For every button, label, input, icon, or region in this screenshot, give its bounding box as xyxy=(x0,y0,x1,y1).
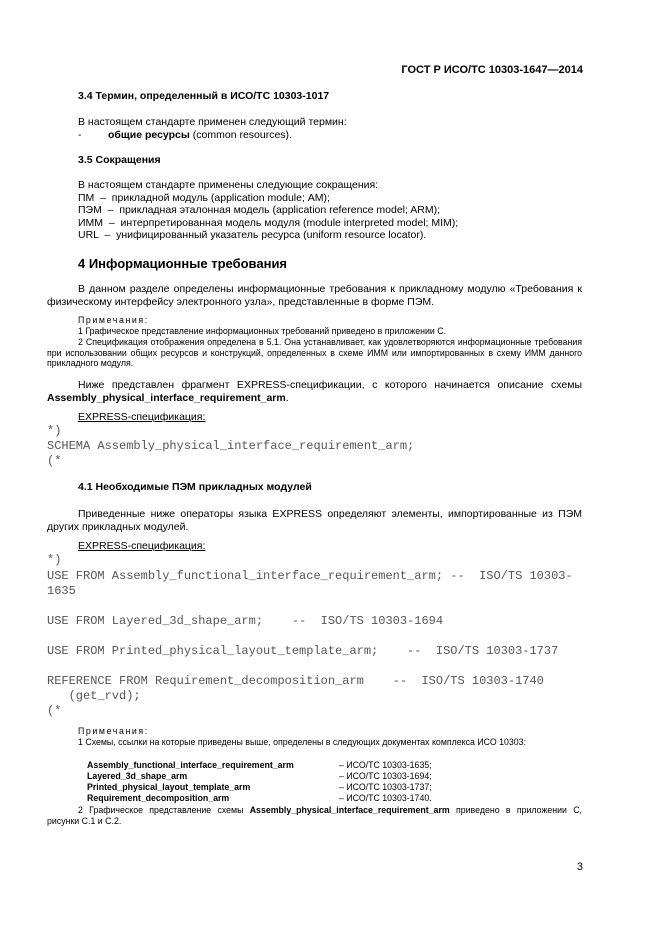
code-line: 1635 xyxy=(47,584,76,598)
ref-document: – ИСО/ТС 10303-1737; xyxy=(339,782,432,792)
express-label: EXPRESS-спецификация: xyxy=(78,411,206,423)
section-4-heading: 4 Информационные требования xyxy=(78,256,288,271)
section-3-5-heading: 3.5 Сокращения xyxy=(78,154,161,166)
term-dash: - xyxy=(78,129,82,141)
ref-document: – ИСО/ТС 10303-1635; xyxy=(339,760,432,770)
section-3-4-heading: 3.4 Термин, определенный в ИСО/ТС 10303-1017 xyxy=(78,90,330,102)
ref-schema-name: Requirement_decomposition_arm xyxy=(87,793,230,803)
term-line xyxy=(108,129,292,142)
document-header: ГОСТ Р ИСО/ТС 10303-1647—2014 xyxy=(401,64,583,76)
ref-schema-name: Printed_physical_layout_template_arm xyxy=(87,782,251,792)
notes-title: Примечания: xyxy=(78,726,149,736)
page-number: 3 xyxy=(576,861,583,873)
ref-schema-name: Layered_3d_shape_arm xyxy=(87,771,188,781)
code-line: USE FROM Layered_3d_shape_arm; -- ISO/TS 10303-1694 xyxy=(47,614,444,628)
code-line: (* xyxy=(47,454,62,468)
abbrev-item: ИММ – интерпретированная модель модуля (module interpreted model; MIM); xyxy=(78,217,459,229)
express-intro: Ниже представлен фрагмент EXPRESS-спецификации, с которого начинается описание схемы Assembly_physical_interface_requirement_arm. xyxy=(47,379,582,404)
note-1: 1 Графическое представление информационных требований приведено в приложении С. xyxy=(78,326,447,336)
code-line: (get_rvd); xyxy=(47,689,141,703)
note-2: 2 Графическое представление схемы Assembly_physical_interface_requirement_arm приведено в приложении С, рисунки С.1 и С.2. xyxy=(47,805,582,826)
ref-document: – ИСО/ТС 10303-1694; xyxy=(339,771,432,781)
section-3-5-intro: В настоящем стандарте применены следующие сокращения: xyxy=(78,179,379,191)
abbrev-item: ПЭМ – прикладная эталонная модель (application reference model; ARM); xyxy=(78,204,441,216)
code-line: USE FROM Assembly_functional_interface_requirement_arm; -- ISO/TS 10303- xyxy=(47,569,573,583)
code-line: (* xyxy=(47,704,62,718)
code-line: SCHEMA Assembly_physical_interface_requirement_arm; xyxy=(47,439,415,453)
schema-name: Assembly_physical_interface_requirement_arm xyxy=(249,805,450,815)
express-label: EXPRESS-спецификация: xyxy=(78,540,206,552)
code-line: *) xyxy=(47,553,62,567)
code-line: *) xyxy=(47,424,62,438)
notes-title: Примечания: xyxy=(78,315,149,325)
code-line: REFERENCE FROM Requirement_decomposition_arm -- ISO/TS 10303-1740 xyxy=(47,674,544,688)
code-line: USE FROM Printed_physical_layout_template_arm; -- ISO/TS 10303-1737 xyxy=(47,644,559,658)
schema-name: Assembly_physical_interface_requirement_arm xyxy=(47,391,286,404)
term-rest: (common resources). xyxy=(189,129,292,141)
note-2: 2 Спецификация отображения определена в 5.1. Она устанавливает, как удовлетворяются информационные требования при использовании общих ресурсов и конструкций, определенных в схеме ИММ или импортированных в схему ИММ данного прикладного модуля. xyxy=(47,337,582,369)
section-4-1-heading: 4.1 Необходимые ПЭМ прикладных модулей xyxy=(78,481,312,493)
abbrev-item: ПМ – прикладной модуль (application module; АМ); xyxy=(78,192,330,204)
note-1: 1 Схемы, ссылки на которые приведены выше, определены в следующих документах комплекса ИСО 10303: xyxy=(78,737,527,747)
section-3-4-intro: В настоящем стандарте применен следующий термин: xyxy=(78,116,347,128)
section-4-paragraph: В данном разделе определены информационные требования к прикладному модулю «Требования к физическому интерфейсу электронного узла», представленные в форме ПЭМ. xyxy=(47,283,582,308)
ref-document: – ИСО/ТС 10303-1740. xyxy=(339,793,432,803)
term-bold: общие ресурсы xyxy=(108,129,190,141)
ref-schema-name: Assembly_functional_interface_requirement_arm xyxy=(87,760,294,770)
section-4-1-paragraph: Приведенные ниже операторы языка EXPRESS определяют элементы, импортированные из ПЭМ других прикладных модулей. xyxy=(47,508,582,533)
abbrev-item: URL – унифицированный указатель ресурса (uniform resource locator). xyxy=(78,229,427,241)
